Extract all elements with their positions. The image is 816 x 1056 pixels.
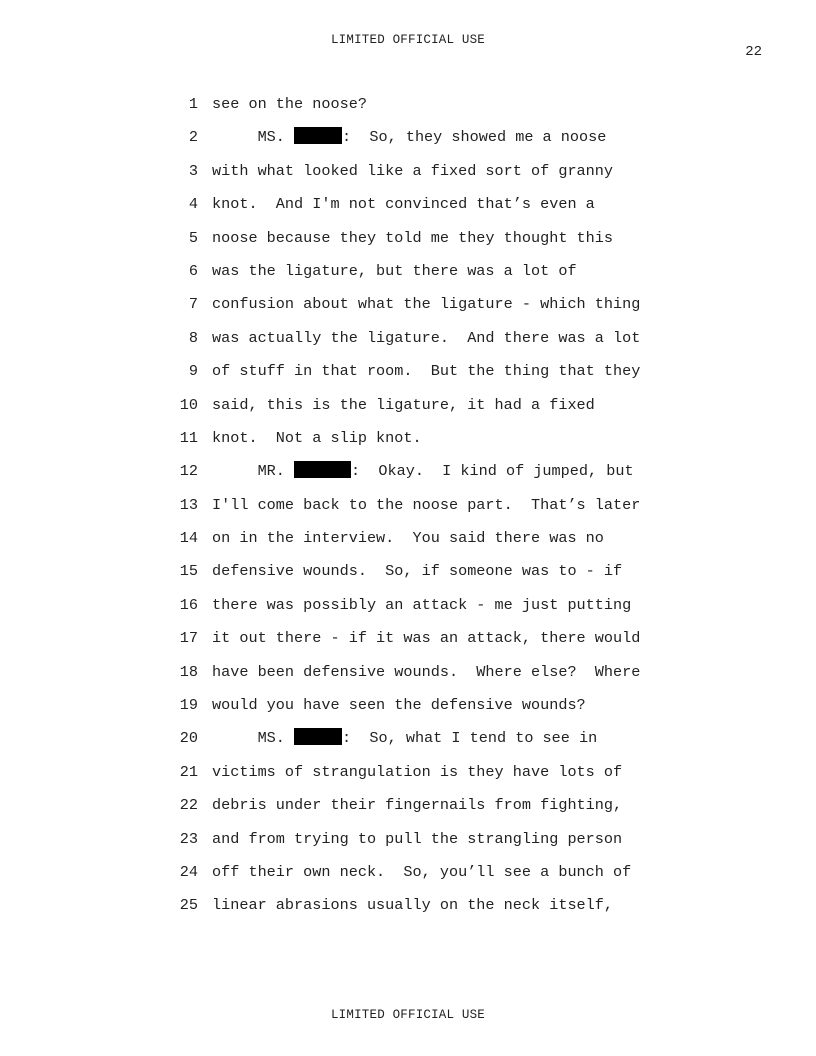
line-number: 5 <box>188 228 198 247</box>
transcript-line <box>170 159 690 192</box>
line-number: 3 <box>188 161 198 180</box>
transcript-line <box>170 760 690 793</box>
transcript-line <box>170 393 690 426</box>
speaker-line: MS. : So, what I tend to see in <box>212 729 598 748</box>
line-number: 8 <box>188 328 198 347</box>
line-text: on in the interview. You said there was no <box>212 529 604 548</box>
line-number: 4 <box>188 195 198 214</box>
line-number: 9 <box>188 362 198 381</box>
transcript-line <box>170 226 690 259</box>
line-text: knot. And I'm not convinced that’s even a <box>212 195 595 214</box>
transcript-line <box>170 292 690 325</box>
transcript-line <box>170 693 690 726</box>
line-number: 19 <box>179 696 198 715</box>
line-number: 15 <box>179 562 198 581</box>
line-text: So, they showed me a noose <box>369 128 607 147</box>
line-number: 23 <box>179 829 198 848</box>
line-number: 24 <box>179 862 198 881</box>
line-text: off their own neck. So, you’ll see a bunch of <box>212 862 632 881</box>
transcript-line <box>170 827 690 860</box>
line-number: 13 <box>179 495 198 514</box>
line-number: 1 <box>188 95 198 113</box>
line-text: and from trying to pull the strangling person <box>212 829 623 848</box>
line-number: 11 <box>179 428 198 447</box>
line-number: 2 <box>188 128 198 147</box>
transcript-line <box>170 726 690 759</box>
line-text: victims of strangulation is they have lots of <box>212 762 623 781</box>
transcript-body <box>170 92 690 927</box>
transcript-line <box>170 860 690 893</box>
transcript-line <box>170 459 690 492</box>
line-number: 25 <box>179 896 198 915</box>
line-text: there was possibly an attack - me just putting <box>212 595 632 614</box>
line-text: So, what I tend to see in <box>369 729 598 748</box>
transcript-line <box>170 626 690 659</box>
line-number: 10 <box>179 395 198 414</box>
line-number: 6 <box>188 261 198 280</box>
transcript-line <box>170 326 690 359</box>
redaction-box <box>294 728 342 745</box>
line-text: was actually the ligature. And there was a lot <box>212 328 641 347</box>
speaker-prefix: MS. <box>212 729 295 748</box>
line-text: see on the noose? <box>212 95 367 113</box>
transcript-line <box>170 125 690 158</box>
transcript-line <box>170 493 690 526</box>
line-number: 16 <box>179 595 198 614</box>
transcript-line <box>170 593 690 626</box>
transcript-line <box>170 660 690 693</box>
transcript-line <box>170 92 690 125</box>
line-text: with what looked like a fixed sort of granny <box>212 161 614 180</box>
line-number: 18 <box>179 662 198 681</box>
line-number: 12 <box>179 462 198 481</box>
speaker-prefix: MR. <box>212 462 295 481</box>
transcript-line <box>170 526 690 559</box>
transcript-line <box>170 259 690 292</box>
speaker-prefix: MS. <box>212 128 295 147</box>
line-text: defensive wounds. So, if someone was to - if <box>212 562 623 581</box>
redaction-box <box>294 127 342 144</box>
transcript-line <box>170 359 690 392</box>
speaker-line: MS. : So, they showed me a noose <box>212 128 607 147</box>
transcript-line <box>170 793 690 826</box>
line-number: 20 <box>179 729 198 748</box>
line-text: linear abrasions usually on the neck itself, <box>212 896 614 915</box>
line-text: confusion about what the ligature - which thing <box>212 295 641 314</box>
speaker-line: MR. : Okay. I kind of jumped, but <box>212 462 634 481</box>
transcript-line <box>170 893 690 926</box>
page-number: 22 <box>745 44 762 60</box>
line-number: 17 <box>179 629 198 648</box>
line-text: have been defensive wounds. Where else? Where <box>212 662 641 681</box>
line-number: 22 <box>179 796 198 815</box>
line-text: knot. Not a slip knot. <box>212 428 422 447</box>
redaction-box <box>294 461 351 478</box>
transcript-line <box>170 426 690 459</box>
line-text: Okay. I kind of jumped, but <box>378 462 634 481</box>
line-number: 21 <box>179 762 198 781</box>
line-text: I'll come back to the noose part. That’s later <box>212 495 641 514</box>
header-classification-marking: LIMITED OFFICIAL USE <box>330 33 486 47</box>
line-text: said, this is the ligature, it had a fixed <box>212 395 595 414</box>
line-text: noose because they told me they thought this <box>212 228 614 247</box>
line-text: debris under their fingernails from fighting, <box>212 796 623 815</box>
transcript-line <box>170 559 690 592</box>
line-number: 14 <box>179 529 198 548</box>
line-text: would you have seen the defensive wounds? <box>212 696 586 715</box>
footer-classification-marking: LIMITED OFFICIAL USE <box>330 1008 486 1022</box>
line-text: of stuff in that room. But the thing that they <box>212 362 641 381</box>
line-number: 7 <box>188 295 198 314</box>
line-text: was the ligature, but there was a lot of <box>212 261 577 280</box>
transcript-line <box>170 192 690 225</box>
line-text: it out there - if it was an attack, there would <box>212 629 641 648</box>
